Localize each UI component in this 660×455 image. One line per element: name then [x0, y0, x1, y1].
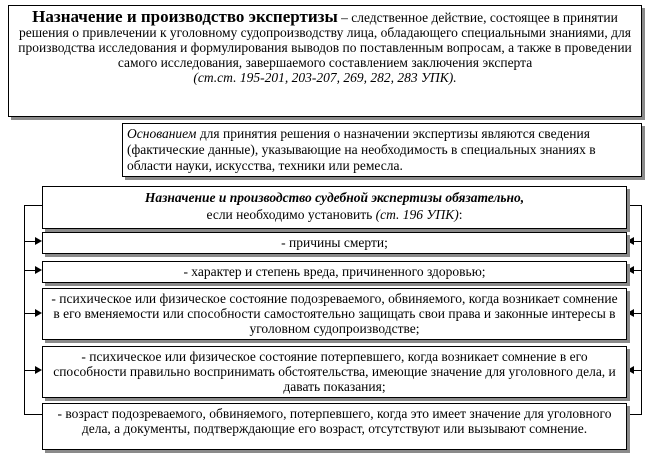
definition-box — [8, 5, 642, 117]
right-arrow-line — [634, 241, 641, 242]
list-item — [42, 403, 627, 450]
basis-text: для принятия решения о назначении экспертизы являются сведения (фактические данные), указывающие на необходимость в специальных знаниях в области науки, искусства, техники или ремесла. — [127, 126, 596, 173]
right-arrow-head — [627, 366, 634, 374]
right-arrow-head — [627, 237, 634, 245]
left-arrow-head — [35, 266, 42, 274]
left-arrow-head — [35, 309, 42, 317]
mandatory-title: Назначение и производство судебной экспертизы обязательно, — [144, 190, 525, 205]
basis-box — [122, 123, 642, 177]
mandatory-subtitle: если необходимо установить — [206, 207, 376, 222]
left-arrow-line — [24, 270, 35, 271]
list-item — [42, 261, 627, 283]
left-arrow-head — [35, 237, 42, 245]
basis-lead: Основанием — [127, 126, 197, 141]
list-item-text: - психическое или физическое состояние подозреваемого, обвиняемого, когда возникает сомнение в его вменяемости или способности самостоятельно защищать свои права и законные интересы в уголовном судопроизводстве; — [51, 291, 618, 336]
definition-reference: (ст.ст. 195-201, 203-207, 269, 282, 283 УПК). — [193, 70, 457, 85]
list-item-text: - причины смерти; — [281, 235, 388, 250]
list-item-text: - характер и степень вреда, причиненного здоровью; — [183, 264, 486, 279]
mandatory-reference: (ст. 196 УПК) — [375, 207, 459, 222]
right-arrow-line — [634, 370, 641, 371]
right-arrow-line — [634, 313, 641, 314]
list-item — [42, 232, 627, 254]
left-arrow-line — [24, 241, 35, 242]
list-item-text: - психическое или физическое состояние потерпевшего, когда возникает сомнение в его способности правильно воспринимать обстоятельства, имеющие значение для уголовного дела, и давать показания; — [53, 349, 616, 394]
list-item — [42, 346, 627, 398]
left-arrow-line — [24, 313, 35, 314]
definition-text: – следственное действие, состоящее в принятии решения о привлечении к уголовному судопроизводству лица, обладающего специальными знаниями, для производства исследования и формулирования выводов по поставленным вопросам, а также в проведении самого исследования, завершаемого составлением заключения эксперта — [18, 10, 632, 70]
left-arrow-line — [24, 370, 35, 371]
list-item-text: - возраст подозреваемого, обвиняемого, потерпевшего, когда это имеет значение для уголовного дела, а документы, подтверждающие его возраст, отсутствуют или вызывают сомнение. — [57, 406, 612, 436]
right-arrow-line — [634, 270, 641, 271]
right-arrow-head — [627, 266, 634, 274]
list-item — [42, 288, 627, 340]
right-arrow-head — [627, 309, 634, 317]
left-arrow-head — [35, 366, 42, 374]
mandatory-colon: : — [458, 207, 463, 222]
mandatory-expertise-box — [42, 186, 627, 229]
definition-term: Назначение и производство экспертизы — [32, 7, 338, 26]
